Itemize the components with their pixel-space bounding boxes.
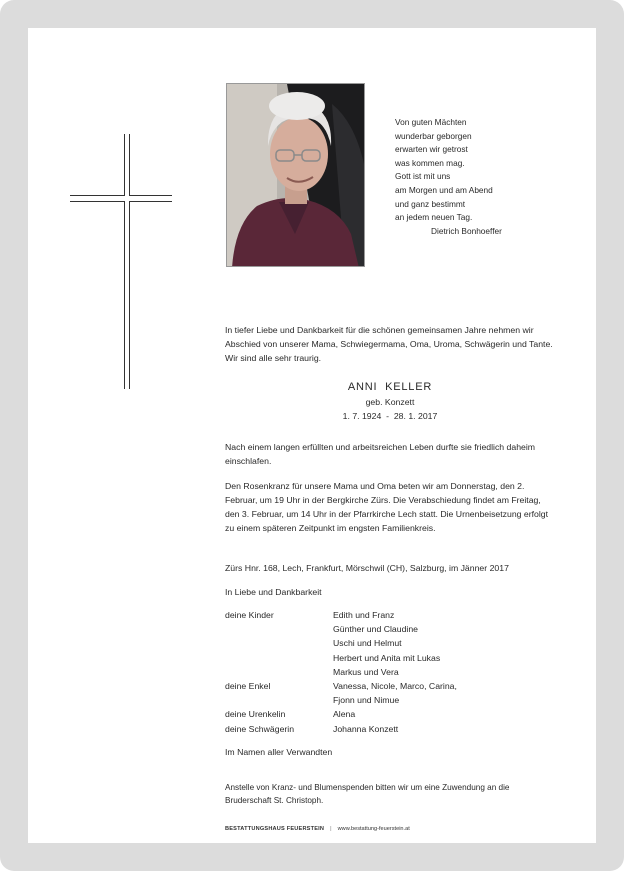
paragraph-ceremony: Den Rosenkranz für unsere Mama und Oma beten wir am Donnerstag, den 2. Februar, um 19 Uhr in der Bergkirche Zürs. Die Verabschiedung findet am Freitag, den 3. Februar, um 14 Uhr in der Pfarrkirche Lech statt. Die Urnenbeisetzung erfolgt zu einem späteren Zeitpunkt im engsten Familienkreis. bbox=[225, 481, 549, 533]
poem-line: wunderbar geborgen bbox=[395, 130, 472, 141]
funeral-home-name: BESTATTUNGSHAUS FEUERSTEIN bbox=[225, 826, 325, 832]
family-member: Günther und Claudine bbox=[333, 624, 419, 635]
family-member: Uschi und Helmut bbox=[333, 638, 402, 649]
paragraph-gratitude: In Liebe und Dankbarkeit bbox=[225, 587, 322, 597]
family-row bbox=[225, 722, 555, 736]
family-role: deine Urenkelin bbox=[225, 709, 286, 720]
family-member: Herbert und Anita mit Lukas bbox=[333, 652, 441, 663]
maiden-name: geb. Konzett bbox=[365, 397, 415, 407]
funeral-home-url[interactable]: www.bestattung-feuerstein.at bbox=[337, 826, 410, 832]
family-member: Vanessa, Nicole, Marco, Carina, bbox=[333, 681, 457, 692]
family-names bbox=[333, 707, 555, 721]
family-role: deine Enkel bbox=[225, 681, 271, 692]
poem-line: was kommen mag. bbox=[395, 157, 465, 168]
footer bbox=[225, 826, 410, 832]
poem-line: und ganz bestimmt bbox=[395, 198, 466, 209]
paragraph-location-date: Zürs Hnr. 168, Lech, Frankfurt, Mörschwil (CH), Salzburg, im Jänner 2017 bbox=[225, 563, 509, 573]
family-names bbox=[333, 722, 555, 736]
poem-block bbox=[395, 116, 555, 238]
family-member: Alena bbox=[333, 709, 356, 720]
family-row bbox=[225, 707, 555, 721]
family-row bbox=[225, 679, 555, 707]
donation-note: Anstelle von Kranz- und Blumenspenden bitten wir um eine Zuwendung an die Bruderschaft St. Christoph. bbox=[225, 783, 510, 805]
cross-horizontal-bar bbox=[70, 195, 172, 202]
intro-text: In tiefer Liebe und Dankbarkeit für die schönen gemeinsamen Jahre nehmen wir Abschied von unserer Mama, Schwiegermama, Oma, Uroma, Schwägerin und Tante. Wir sind alle sehr traurig. bbox=[225, 325, 553, 363]
family-list bbox=[225, 608, 555, 736]
life-dates: 1. 7. 1924 - 28. 1. 2017 bbox=[342, 411, 438, 421]
closing-relatives: Im Namen aller Verwandten bbox=[225, 747, 333, 757]
family-role: deine Schwägerin bbox=[225, 723, 295, 734]
family-names bbox=[333, 608, 555, 679]
family-role: deine Kinder bbox=[225, 610, 274, 620]
paragraph-passing: Nach einem langen erfüllten und arbeitsreichen Leben durfte sie friedlich daheim einschlafen. bbox=[225, 442, 536, 466]
family-row bbox=[225, 608, 555, 679]
deceased-name: ANNI KELLER bbox=[347, 381, 433, 393]
deceased-block bbox=[225, 380, 555, 423]
cross-vertical-bar bbox=[124, 134, 130, 389]
poem-line: Gott ist mit uns bbox=[395, 171, 451, 182]
poem-line: an jedem neuen Tag. bbox=[395, 212, 473, 223]
poem-line: erwarten wir getrost bbox=[395, 144, 468, 155]
family-member: Edith und Franz bbox=[333, 610, 395, 620]
family-member: Markus und Vera bbox=[333, 666, 399, 677]
footer-separator: | bbox=[330, 826, 332, 832]
poem-line: am Morgen und am Abend bbox=[395, 184, 493, 195]
family-member: Fjonn und Nimue bbox=[333, 695, 400, 706]
portrait-photo bbox=[226, 83, 365, 267]
portrait-illustration bbox=[227, 84, 365, 267]
family-member: Johanna Konzett bbox=[333, 723, 399, 734]
family-names bbox=[333, 679, 555, 707]
obituary-page bbox=[28, 28, 596, 843]
poem-line: Von guten Mächten bbox=[395, 117, 467, 127]
poem-author: Dietrich Bonhoeffer bbox=[431, 225, 502, 236]
cross-intersection bbox=[125, 194, 129, 203]
